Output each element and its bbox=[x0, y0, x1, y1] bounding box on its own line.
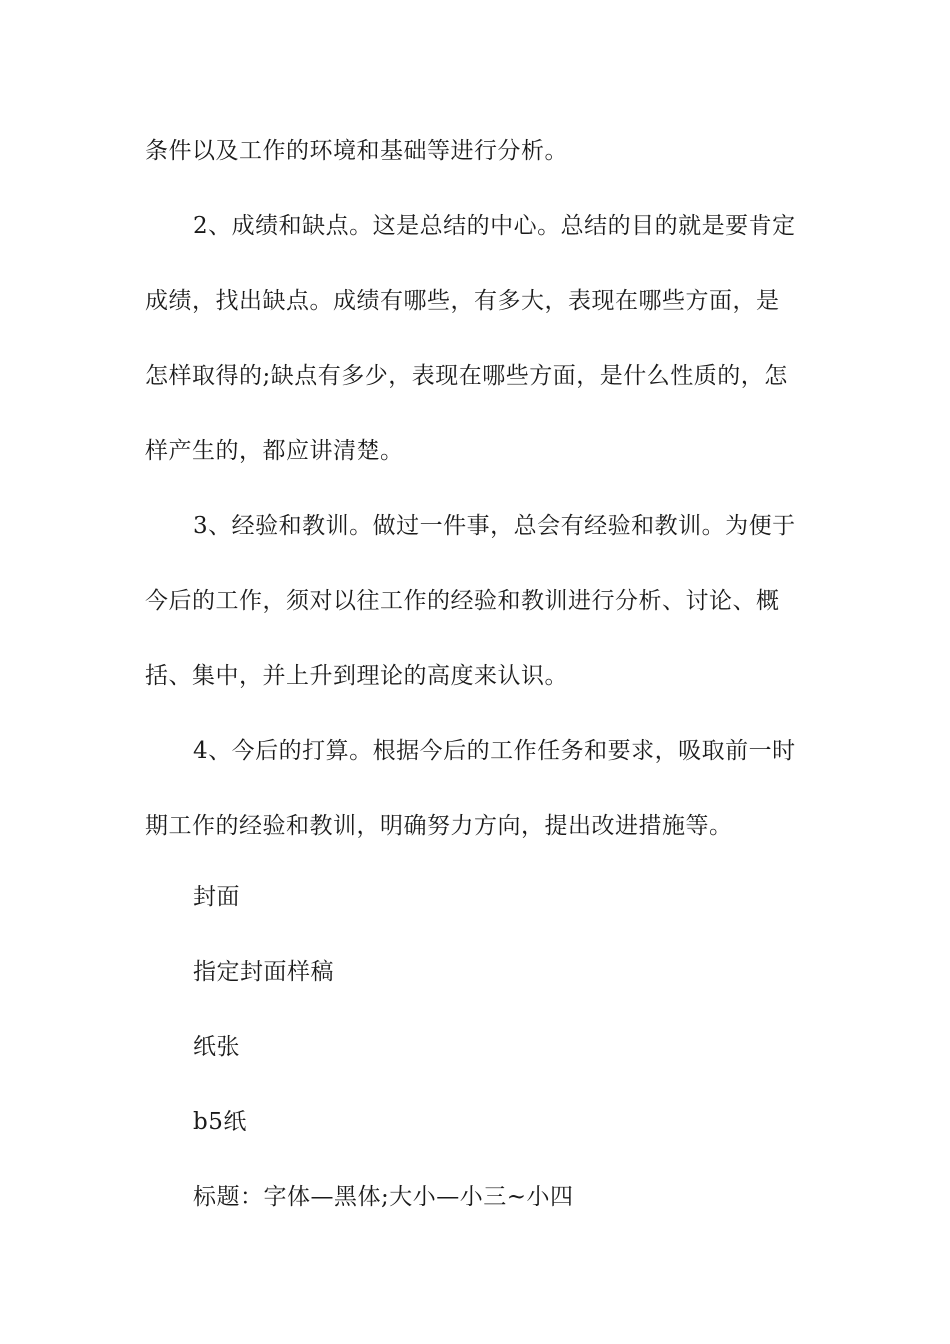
list-item: 封面 bbox=[193, 884, 240, 910]
paragraph-line: 怎样取得的;缺点有多少，表现在哪些方面，是什么性质的，怎 bbox=[145, 363, 788, 389]
list-item: 纸张 bbox=[193, 1034, 240, 1060]
paragraph-line: 2、成绩和缺点。这是总结的中心。总结的目的就是要肯定 bbox=[193, 213, 796, 239]
list-item: b5纸 bbox=[193, 1109, 247, 1135]
list-item: 标题：字体—黑体;大小—小三~小四 bbox=[193, 1184, 574, 1210]
paragraph-line: 4、今后的打算。根据今后的工作任务和要求，吸取前一时 bbox=[193, 738, 796, 764]
list-item: 指定封面样稿 bbox=[193, 959, 334, 985]
paragraph-line: 今后的工作，须对以往工作的经验和教训进行分析、讨论、概 bbox=[145, 588, 780, 614]
paragraph-line: 3、经验和教训。做过一件事，总会有经验和教训。为便于 bbox=[193, 513, 796, 539]
paragraph-line: 括、集中，并上升到理论的高度来认识。 bbox=[145, 663, 568, 689]
paragraph-line: 期工作的经验和教训，明确努力方向，提出改进措施等。 bbox=[145, 813, 733, 839]
paragraph-line: 成绩，找出缺点。成绩有哪些，有多大，表现在哪些方面，是 bbox=[145, 288, 780, 314]
paragraph-line: 条件以及工作的环境和基础等进行分析。 bbox=[145, 138, 568, 164]
paragraph-line: 样产生的，都应讲清楚。 bbox=[145, 438, 404, 464]
